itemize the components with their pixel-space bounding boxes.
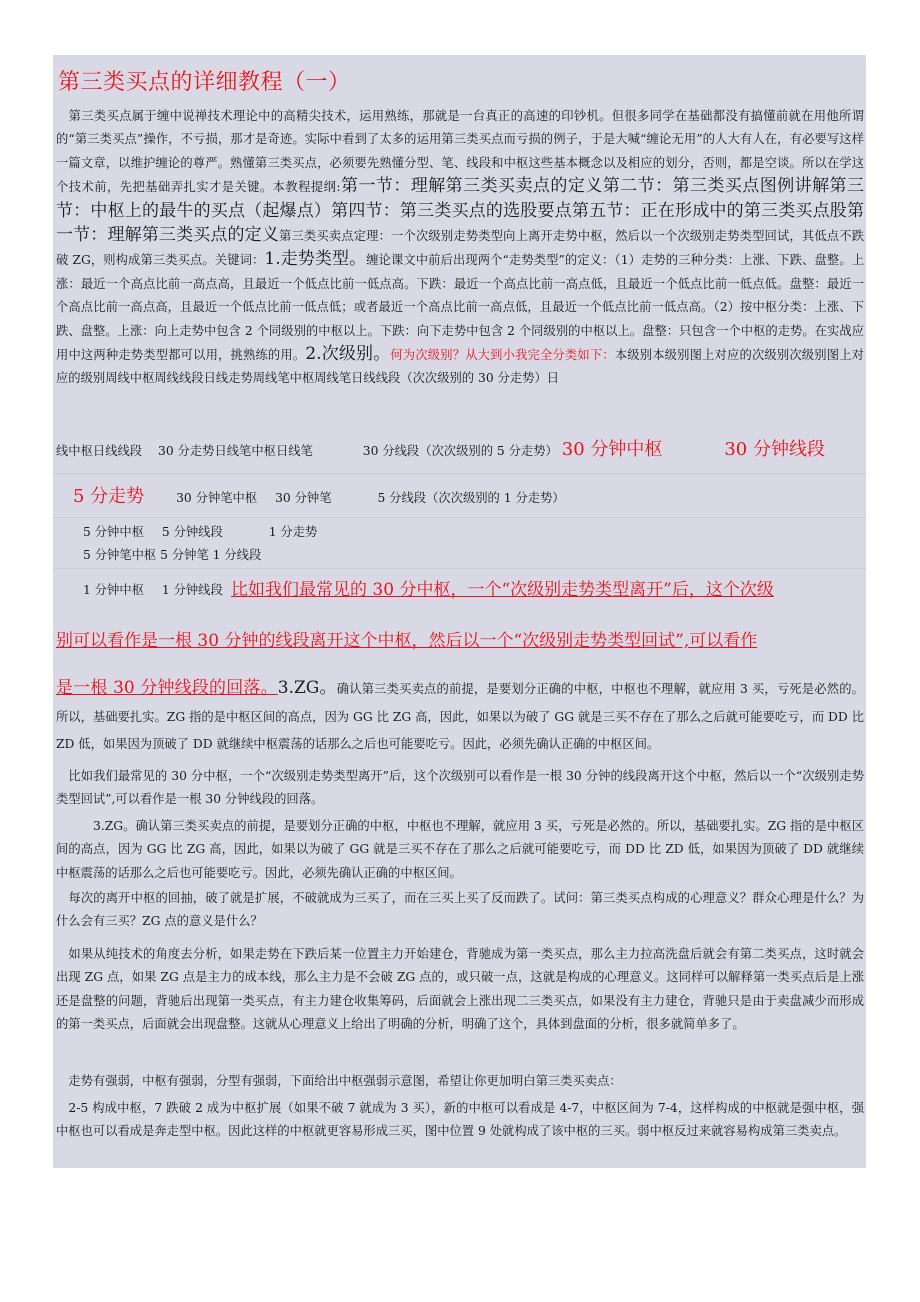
level-row-4 bbox=[83, 545, 261, 563]
example-red-line-1: 比如我们最常见的 30 分中枢，一个“次级别走势类型离开”后，这个次级 bbox=[231, 580, 774, 600]
question-paragraph: 每次的离开中枢的回抽，破了就是扩展，不破就成为三买了，而在三买上买了反而跌了。试问：第三类买点构成的心理意义？群众心理是什么？为什么会有三买？ZG 点的意义是什么？ bbox=[56, 891, 864, 929]
outline-text: 第一节：理解第三类买卖点的定义第二节：第三类买点图例讲解第三节：中枢上的最牛的买点（起爆点）第四节：第三类买点的选股要点第五节：正在形成中的第三类买点股第一节：理解第三类买点的定义 bbox=[56, 176, 864, 246]
intro-text: 第三类买点属于缠中说禅技术理论中的高精尖技术，运用熟练，那就是一台真正的高速的印钞机。但很多同学在基础都没有搞懂前就在用他所谓的“第三类买点”操作，不亏损，那才是奇迹。实际中看到了太多的运用第三类买点而亏损的例子，于是大喊“缠论无用”的人大有人在，有必要写这样一篇文章，以维护缠论的尊严。熟懂第三类买点，必须要先熟懂分型、笔、线段和中枢这些基本概念以及相应的划分，否则，都是空谈。所以在学这个技术前，先把基础弄扎实才是关键。本教程提纲: bbox=[56, 109, 864, 195]
trend-type-text: 缠论课文中前后出现两个“走势类型”的定义：（1）走势的三种分类：上涨、下跌、盘整。上涨：最近一个高点比前一高点高，且最近一个低点比前一低点高。下跌：最近一个高点比前一高点低，且最近一个低点比前一低点低。盘整：最近一个高点比前一高点高，且最近一个低点比前一低点低；或者最近一个高点比前一高点低，且最近一个低点比前一低点高。（2）按中枢分类：上涨、下跌、盘整。上涨：向上走势中包含 2 个同级别的中枢以上。下跌：向下走势中包含 2 个同级别的中枢以上。盘整：只包含一个中枢的走势。在实战应用中这两种走势类型都可以用，挑熟练的用。 bbox=[56, 253, 865, 363]
example-red-line-2: 别可以看作是一根 30 分钟的线段离开这个中枢，然后以一个“次级别走势类型回试”,可以看作 bbox=[56, 631, 758, 651]
level-cell-highlight: 5 分走势 bbox=[73, 486, 145, 507]
level-table-intro: 本级别本级别图上对应的次级别次级别图上对应的级别周线中枢周线线段日线走势周线笔中枢周线笔日线线段（次次级别的 30 分走势）日 bbox=[56, 348, 864, 386]
level-cell: 5 分钟笔中枢 5 分钟笔 1 分线段 bbox=[83, 548, 262, 562]
level-cell: 5 分线段（次次级别的 1 分走势） bbox=[377, 491, 565, 505]
zg-paragraph bbox=[56, 675, 864, 759]
level-cell: 1 分走势 bbox=[268, 525, 318, 539]
level-cell: 5 分钟线段 bbox=[161, 525, 223, 539]
level-cell-highlight: 30 分钟线段 bbox=[724, 439, 825, 460]
example-paragraph: 比如我们最常见的 30 分中枢，一个“次级别走势类型离开”后，这个次级别可以看作是一根 30 分钟的线段离开这个中枢，然后以一个“次级别走势类型回试”,可以看作是一根 30 分钟线段的回落。 bbox=[56, 769, 864, 807]
row-divider bbox=[53, 568, 866, 569]
intro-paragraph bbox=[56, 105, 864, 391]
level-cell: 30 分走势日线笔中枢日线笔 bbox=[158, 444, 313, 458]
zg-repeat-paragraph: 3.ZG。确认第三类买卖点的前提，是要划分正确的中枢，中枢也不理解，就应用 3 买，亏死是必然的。所以，基础要扎实。ZG 指的是中枢区间的高点，因为 GG 比 ZG 高，因此，如果以为破了 GG 就是三买不存在了那么之后就可能要吃亏，而 DD 比 ZD 低，如果因为顶破了 DD 就继续中枢震荡的话那么之后也可能要吃亏。因此，必须先确认正确的中枢区间。 bbox=[56, 819, 864, 880]
example-red-line-3: 是一根 30 分钟线段的回落。 bbox=[56, 678, 278, 698]
level-cell: 1 分钟中枢 bbox=[83, 583, 144, 597]
level-row-3 bbox=[83, 522, 317, 540]
document-title: 第三类买点的详细教程（一） bbox=[58, 70, 351, 95]
level-row-2 bbox=[73, 482, 565, 508]
row-divider bbox=[53, 517, 866, 518]
definition-text: 第三类买卖点定理：一个次级别走势类型向上离开走势中枢，然后以一个次级别走势类型回试，其低点不跌破 ZG，则构成第三类买点。关键词： bbox=[56, 229, 864, 268]
pivot-example-paragraph: 2-5 构成中枢，7 跌破 2 成为中枢扩展（如果不破 7 就成为 3 买），新的中枢可以看成是 4-7，中枢区间为 7-4，这样构成的中枢就是强中枢，强中枢也可以看成是奔走型中枢。因此这样的中枢就更容易形成三买，图中位置 9 处就构成了该中枢的三买。弱中枢反过来就容易构成第三类卖点。 bbox=[56, 1101, 864, 1139]
level-cell: 30 分钟笔中枢 bbox=[176, 491, 258, 505]
level-row-5 bbox=[83, 580, 223, 598]
level-cell: 30 分钟笔 bbox=[275, 491, 332, 505]
level-cell: 线中枢日线线段 bbox=[56, 444, 143, 458]
level-cell: 30 分线段（次次级别的 5 分走势） bbox=[362, 444, 558, 458]
document-page bbox=[53, 55, 866, 1168]
level-cell-highlight: 30 分钟中枢 bbox=[561, 439, 663, 460]
keyword-zg: 3.ZG。 bbox=[277, 678, 337, 698]
level-cell: 1 分钟线段 bbox=[161, 583, 223, 597]
level-cell: 5 分钟中枢 bbox=[83, 525, 144, 539]
level-row-1 bbox=[56, 435, 825, 461]
row-divider bbox=[53, 473, 866, 474]
analysis-paragraph: 如果从纯技术的角度去分析，如果走势在下跌后某一位置主力开始建仓，背驰成为第一类买点，那么主力拉高洗盘后就会有第二类买点，这时就会出现 ZG 点，如果 ZG 点是主力的成本线，那么主力是不会破 ZG 点的，或只破一点，这就是构成的心理意义。这同样可以解释第一类买点后是上涨还是盘整的问题，背驰后出现第一类买点，有主力建仓收集筹码，后面就会上涨出现二三类买点，如果没有主力建仓，背驰只是由于卖盘减少而形成的第一类买点，后面就会出现盘整。这就从心理意义上给出了明确的分析，明确了这个，具体到盘面的分析，很多就简单多了。 bbox=[56, 947, 864, 1032]
strength-paragraph: 走势有强弱，中枢有强弱，分型有强弱，下面给出中枢强弱示意图，希望让你更加明白第三类买卖点： bbox=[56, 1074, 622, 1088]
keyword-trend-type: 1.走势类型。 bbox=[264, 249, 367, 270]
zg-text: 确认第三类买卖点的前提，是要划分正确的中枢，中枢也不理解，就应用 3 买，亏死是必然的。所以，基础要扎实。ZG 指的是中枢区间的高点，因为 GG 比 ZG 高，因此，如果以为破了 GG 就是三买不存在了那么之后就可能要吃亏，而 DD 比 ZD 低，如果因为顶破了 DD 就继续中枢震荡的话那么之后也可能要吃亏。因此，必须先确认正确的中枢区间。 bbox=[56, 682, 864, 751]
keyword-sub-level: 2.次级别。 bbox=[305, 344, 391, 365]
sub-level-question: 何为次级别？从大到小我完全分类如下： bbox=[390, 348, 615, 363]
